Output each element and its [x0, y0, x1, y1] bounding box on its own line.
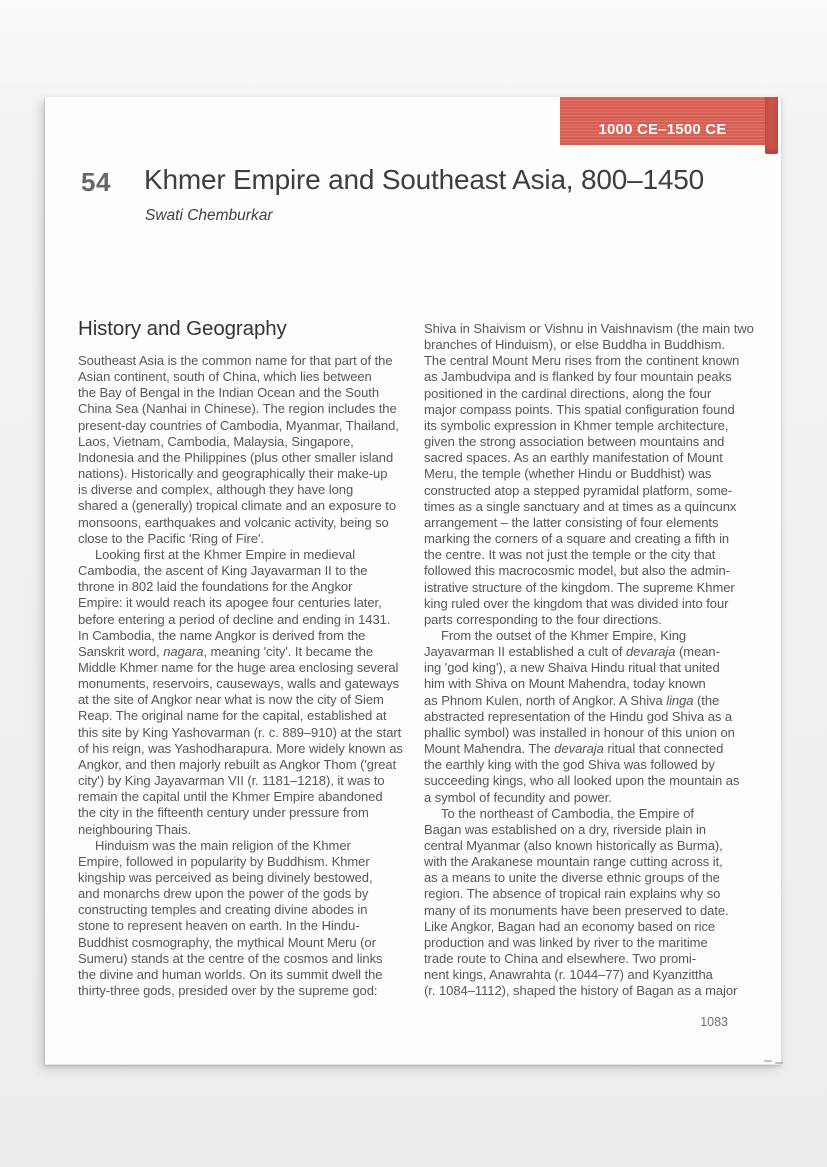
banner-fold [765, 97, 778, 154]
text-column-right [424, 321, 764, 1000]
paragraph: Southeast Asia is the common name for that part of the Asian continent, south of China, which lies between the Bay of Bengal in the Indian Ocean and the South China Sea (Nanhai in Chinese). The region includes the present-day countries of Cambodia, Myanmar, Thailand, Laos, Vietnam, Cambodia, Malaysia, Singapore, Indonesia and the Philippines (plus other smaller island nations). Historically and geographically their make-up is diverse and complex, although they have long shared a (generally) tropical climate and an exposure to monsoons, earthquakes and volcanic activity, being so close to the Pacific 'Ring of Fire'. [78, 353, 399, 546]
scan-artifact-dash [775, 1062, 783, 1064]
page-number: 1083 [700, 1015, 728, 1029]
text-column-left [78, 353, 414, 999]
paragraph: Looking first at the Khmer Empire in medieval Cambodia, the ascent of King Jayavarman II to the throne in 802 laid the foundations for the Angkor Empire: it would reach its apogee four centuries later, before entering a period of decline and ending in 1431. In Cambodia, the name Angkor is derived from the Sanskrit word, nagara, meaning 'city'. It became the Middle Khmer name for the huge area enclosing several monuments, reservoirs, causeways, walls and gateways at the site of Angkor near what is now the city of Siem Reap. The original name for the capital, established at this site by King Yashovarman (r. c. 889–910) at the start of his reign, was Yashodharapura. More widely known as Angkor, and then majorly rebuilt as Angkor Thom ('great city') by King Jayavarman VII (r. 1181–1218), it was to remain the capital until the Khmer Empire abandoned the city in the fifteenth century under pressure from neighbouring Thais. [78, 546, 403, 837]
era-banner-label: 1000 CE–1500 CE [598, 121, 727, 138]
paragraph: Shiva in Shaivism or Vishnu in Vaishnavism (the main two branches of Hinduism), or else Buddha in Buddhism. The central Mount Meru rises from the continent known as Jambudvipa and is flanked by four mountain peaks positioned in the cardinal directions, along the four major compass points. This spatial configuration found its symbolic expression in Khmer temple architecture, given the strong association between mountains and sacred spaces. As an earthly manifestation of Mount Meru, the temple (whether Hindu or Buddhist) was constructed atop a stepped pyramidal platform, some- times as a single sanctuary and at times as a quincunx arrangement – the latter consisting of four elements marking the corners of a square and creating a fifth in the centre. It was not just the temple or the city that followed this macrocosmic model, but also the admin- istrative structure of the kingdom. The supreme Khmer king ruled over the kingdom that was divided into four parts corresponding to the four directions. [424, 321, 754, 627]
chapter-title: Khmer Empire and Southeast Asia, 800–1450 [144, 164, 704, 195]
era-banner [560, 97, 765, 145]
paragraph: From the outset of the Khmer Empire, King Jayavarman II established a cult of devaraja (mean- ing 'god king'), a new Shaiva Hindu ritual that united him with Shiva on Mount Mahendra, today known as Phnom Kulen, north of Angkor. A Shiva linga (the abstracted representation of the Hindu god Shiva as a phallic symbol) was installed in honour of this union on Mount Mahendra. The devaraja ritual that connected the earthly king with the god Shiva was followed by succeeding kings, who all looked upon the mountain as a symbol of fecundity and power. [424, 627, 740, 805]
book-page [45, 97, 782, 1065]
chapter-number: 54 [81, 167, 111, 197]
paragraph: To the northeast of Cambodia, the Empire of Bagan was established on a dry, riverside plain in central Myanmar (also known historically as Burma), with the Arakanese mountain range cutting across it, as a means to unite the diverse ethnic groups of the region. The absence of tropical rain explains why so many of its monuments have been preserved to date. Like Angkor, Bagan had an economy based on rice production and was linked by river to the maritime trade route to China and elsewhere. Two promi- nent kings, Anawrahta (r. 1044–77) and Kyanzittha (r. 1084–1112), shaped the history of Bagan as a major [424, 805, 738, 999]
paragraph: Hinduism was the main religion of the Khmer Empire, followed in popularity by Buddhism. Khmer kingship was perceived as being divinely bestowed, and monarchs drew upon the power of the gods by constructing temples and creating divine abodes in stone to represent heaven on earth. In the Hindu- Buddhist cosmography, the mythical Mount Meru (or Sumeru) stands at the centre of the cosmos and links the divine and human worlds. On its summit dwell the thirty-three gods, presided over by the supreme god: [78, 837, 383, 999]
chapter-author: Swati Chemburkar [145, 207, 273, 224]
section-heading: History and Geography [78, 317, 287, 340]
scan-artifact-dash [764, 1060, 772, 1062]
